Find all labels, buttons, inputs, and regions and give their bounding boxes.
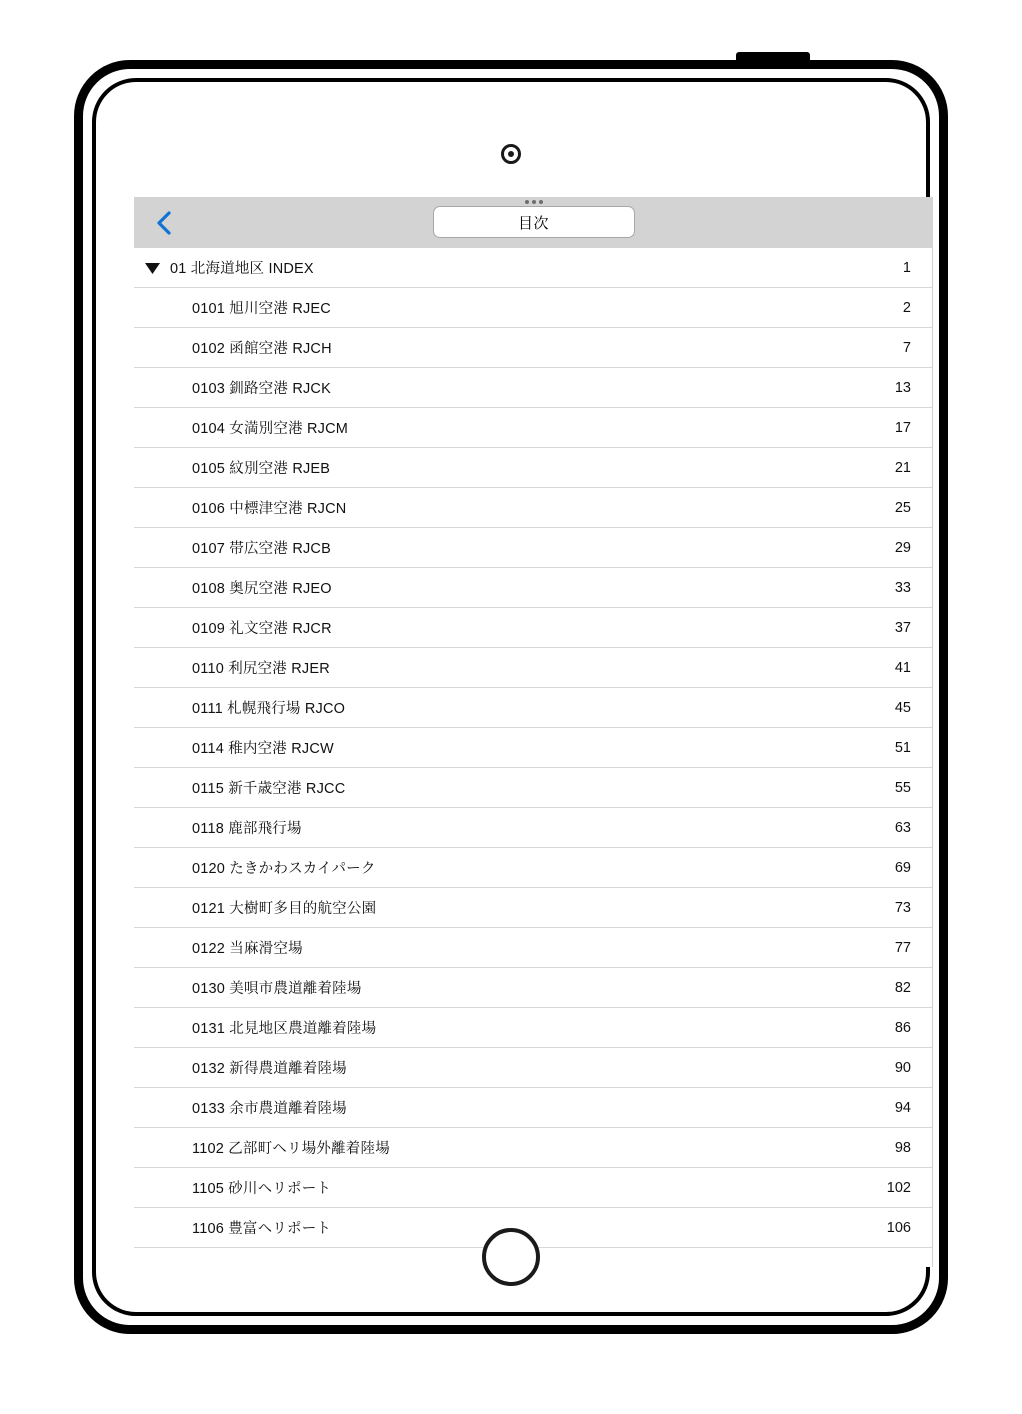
list-item-page: 2: [902, 299, 911, 316]
list-item-page: 1: [902, 259, 911, 276]
list-item[interactable]: [134, 768, 933, 808]
app-screen: [134, 197, 933, 1267]
list-item-page: 13: [894, 379, 911, 396]
list-item-page: 29: [894, 539, 911, 556]
list-item-page: 51: [894, 739, 911, 756]
list-item[interactable]: [134, 528, 933, 568]
list-item-page: 55: [894, 779, 911, 796]
list-item-page: 7: [902, 339, 911, 356]
home-button-icon[interactable]: [482, 1228, 540, 1286]
list-item-label: 0101 旭川空港 RJEC: [192, 301, 331, 317]
table-of-contents-list[interactable]: [134, 248, 933, 1267]
list-item[interactable]: [134, 848, 933, 888]
list-item-label: 0105 紋別空港 RJEB: [192, 461, 331, 477]
list-item-page: 69: [894, 859, 911, 876]
list-item-label: 0106 中標津空港 RJCN: [192, 501, 347, 517]
list-item-label: 0109 礼文空港 RJCR: [192, 621, 332, 637]
list-item-label: 0102 函館空港 RJCH: [192, 341, 332, 357]
list-item-page: 82: [894, 979, 911, 996]
navigation-bar: [134, 197, 933, 248]
list-item-page: 102: [886, 1179, 911, 1196]
list-item-label: 0110 利尻空港 RJER: [192, 661, 330, 677]
list-item-page: 106: [886, 1219, 911, 1236]
list-item[interactable]: [134, 1088, 933, 1128]
list-item-page: 98: [894, 1139, 911, 1156]
list-item-label: 0114 稚内空港 RJCW: [192, 741, 334, 757]
list-item[interactable]: [134, 568, 933, 608]
list-item-page: 33: [894, 579, 911, 596]
list-item[interactable]: [134, 728, 933, 768]
list-item[interactable]: [134, 928, 933, 968]
title-field[interactable]: [433, 206, 635, 238]
list-item[interactable]: [134, 328, 933, 368]
list-item-page: 17: [894, 419, 911, 436]
list-item-label: 0111 札幌飛行場 RJCO: [192, 701, 346, 717]
list-item-label: 0104 女満別空港 RJCM: [192, 421, 349, 437]
list-item-page: 77: [894, 939, 911, 956]
list-item-label: 0133 余市農道離着陸場: [192, 1101, 347, 1117]
list-item-label: 1105 砂川ヘリポート: [192, 1181, 332, 1197]
list-item-label: 0120 たきかわスカイパーク: [192, 861, 376, 877]
list-item[interactable]: [134, 888, 933, 928]
list-item-label: 0132 新得農道離着陸場: [192, 1061, 347, 1077]
list-item[interactable]: [134, 288, 933, 328]
list-item[interactable]: [134, 488, 933, 528]
list-item-label: 0103 釧路空港 RJCK: [192, 381, 331, 397]
back-button[interactable]: [134, 210, 194, 236]
list-item[interactable]: [134, 368, 933, 408]
page-title: 目次: [517, 214, 549, 232]
list-item-page: 63: [894, 819, 911, 836]
list-item[interactable]: [134, 408, 933, 448]
list-item-label: 01 北海道地区 INDEX: [170, 261, 314, 277]
list-item-page: 37: [894, 619, 911, 636]
list-item-page: 41: [894, 659, 911, 676]
list-item-label: 0115 新千歳空港 RJCC: [192, 781, 346, 797]
tablet-device-frame: [74, 60, 948, 1334]
list-item-page: 25: [894, 499, 911, 516]
list-item-label: 1106 豊富ヘリポート: [192, 1221, 332, 1237]
list-item-page: 86: [894, 1019, 911, 1036]
list-item-label: 0107 帯広空港 RJCB: [192, 541, 331, 557]
list-item-label: 1102 乙部町ヘリ場外離着陸場: [192, 1141, 390, 1157]
triangle-down-icon[interactable]: [134, 261, 170, 275]
more-dots-icon[interactable]: [525, 200, 543, 204]
list-item-page: 45: [894, 699, 911, 716]
list-item-label: 0122 当麻滑空場: [192, 941, 303, 957]
list-item-label: 0108 奥尻空港 RJEO: [192, 581, 332, 597]
list-item[interactable]: [134, 1168, 933, 1208]
list-item[interactable]: [134, 1128, 933, 1168]
list-right-edge: [932, 248, 933, 1267]
device-inner-bezel: [92, 78, 930, 1316]
list-item[interactable]: [134, 1048, 933, 1088]
chevron-left-icon: [156, 210, 172, 236]
list-item-label: 0118 鹿部飛行場: [192, 821, 302, 837]
list-item[interactable]: [134, 648, 933, 688]
list-item-page: 94: [894, 1099, 911, 1116]
list-item-page: 90: [894, 1059, 911, 1076]
list-item-page: 73: [894, 899, 911, 916]
list-item-label: 0131 北見地区農道離着陸場: [192, 1021, 377, 1037]
list-item[interactable]: [134, 688, 933, 728]
list-item[interactable]: [134, 608, 933, 648]
list-item[interactable]: [134, 248, 933, 288]
list-item[interactable]: [134, 808, 933, 848]
camera-icon: [501, 144, 521, 164]
list-item[interactable]: [134, 1008, 933, 1048]
list-item-page: 21: [894, 459, 911, 476]
list-item-label: 0130 美唄市農道離着陸場: [192, 981, 362, 997]
list-item-label: 0121 大樹町多目的航空公園: [192, 901, 377, 917]
list-item[interactable]: [134, 448, 933, 488]
list-item[interactable]: [134, 968, 933, 1008]
